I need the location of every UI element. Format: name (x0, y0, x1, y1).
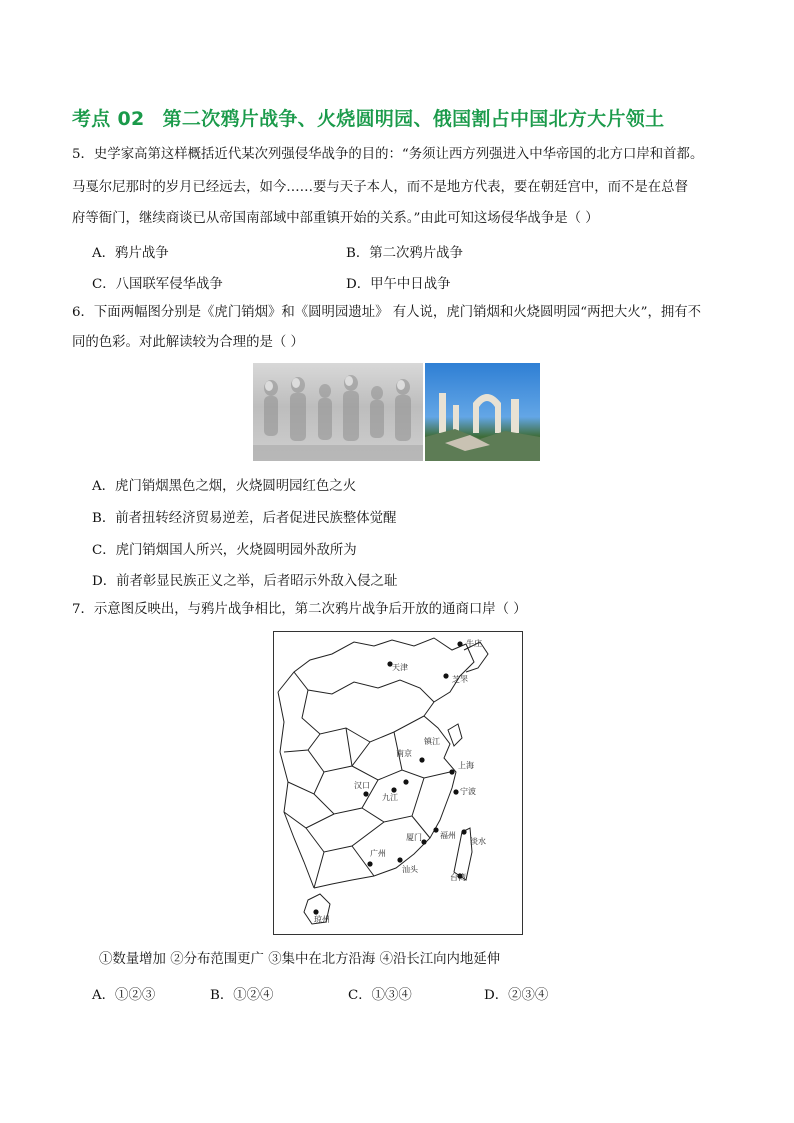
map-city-ningbo: 宁波 (460, 787, 476, 796)
q5-option-b[interactable]: B．第二次鸦片战争 (346, 246, 463, 261)
map-city-xiamen: 厦门 (406, 833, 422, 842)
q7-option-a[interactable]: A．①②③ (92, 988, 156, 1003)
map-city-niuzhuang: 牛庄 (466, 639, 482, 648)
q6-figure (253, 363, 540, 461)
map-city-qiongzhou: 琼州 (314, 915, 330, 924)
map-city-shantou: 汕头 (402, 865, 418, 874)
q5-stem-line2: 马戛尔尼那时的岁月已经远去，如今……要与天子本人，而不是地方代表，要在朝廷宫中，而不是在总督 (72, 180, 688, 195)
map-city-danshui: 淡水 (470, 837, 486, 846)
q7-option-b[interactable]: B．①②④ (210, 988, 274, 1003)
map-city-zhenjiang: 镇江 (424, 737, 440, 746)
q5-option-c[interactable]: C．八国联军侵华战争 (92, 277, 223, 292)
map-city-jiujiang: 九江 (382, 793, 398, 802)
map-outline (274, 632, 522, 934)
humen-relief-image (253, 363, 423, 461)
map-city-tianjin: 天津 (392, 663, 408, 672)
q6-stem-line2: 同的色彩。对此解读较为合理的是（ ） (72, 335, 304, 350)
map-city-nanjing: 南京 (396, 749, 412, 758)
q7-option-c[interactable]: C．①③④ (348, 988, 412, 1003)
q6-stem-line1: 6．下面两幅图分别是《虎门销烟》和《圆明园遗址》 有人说，虎门销烟和火烧圆明园“两把大火”，拥有不 (72, 305, 702, 320)
q5-option-a[interactable]: A．鸦片战争 (92, 246, 169, 261)
q5-stem-line1: 5．史学家高第这样概括近代某次列强侵华战争的目的：“务须让西方列强进入中华帝国的北方口岸和首都。 (72, 147, 704, 162)
q6-option-a[interactable]: A．虎门销烟黑色之烟，火烧圆明园红色之火 (92, 479, 357, 494)
section-title: 第二次鸦片战争、火烧圆明园、俄国割占中国北方大片领土 (162, 108, 665, 130)
map-city-taiwan: 台湾 (450, 873, 466, 882)
yuanmingyuan-ruins-image (425, 363, 540, 461)
q5-option-d[interactable]: D．甲午中日战争 (346, 277, 451, 292)
q6-option-c[interactable]: C．虎门销烟国人所兴，火烧圆明园外敌所为 (92, 543, 357, 558)
q6-option-b[interactable]: B．前者扭转经济贸易逆差，后者促进民族整体觉醒 (92, 511, 397, 526)
map-city-shanghai: 上海 (458, 761, 474, 770)
q7-statements: ①数量增加 ②分布范围更广 ③集中在北方沿海 ④沿长江向内地延伸 (99, 952, 501, 967)
section-code: 考点 02 (72, 108, 145, 130)
q5-stem-line3: 府等衙门，继续商谈已从帝国南部域中部重镇开始的关系。”由此可知这场侵华战争是（ ） (72, 211, 599, 226)
map-city-guangzhou: 广州 (370, 849, 386, 858)
map-city-zhifu: 芝罘 (452, 675, 468, 684)
map-city-fuzhou: 福州 (440, 831, 456, 840)
q7-option-d[interactable]: D．②③④ (484, 988, 549, 1003)
q6-option-d[interactable]: D．前者彰显民族正义之举，后者昭示外敌入侵之耻 (92, 574, 398, 589)
treaty-ports-map (273, 631, 523, 935)
q7-stem: 7．示意图反映出，与鸦片战争相比，第二次鸦片战争后开放的通商口岸（ ） (72, 602, 527, 617)
map-city-hankou: 汉口 (354, 781, 370, 790)
section-heading (72, 104, 752, 131)
